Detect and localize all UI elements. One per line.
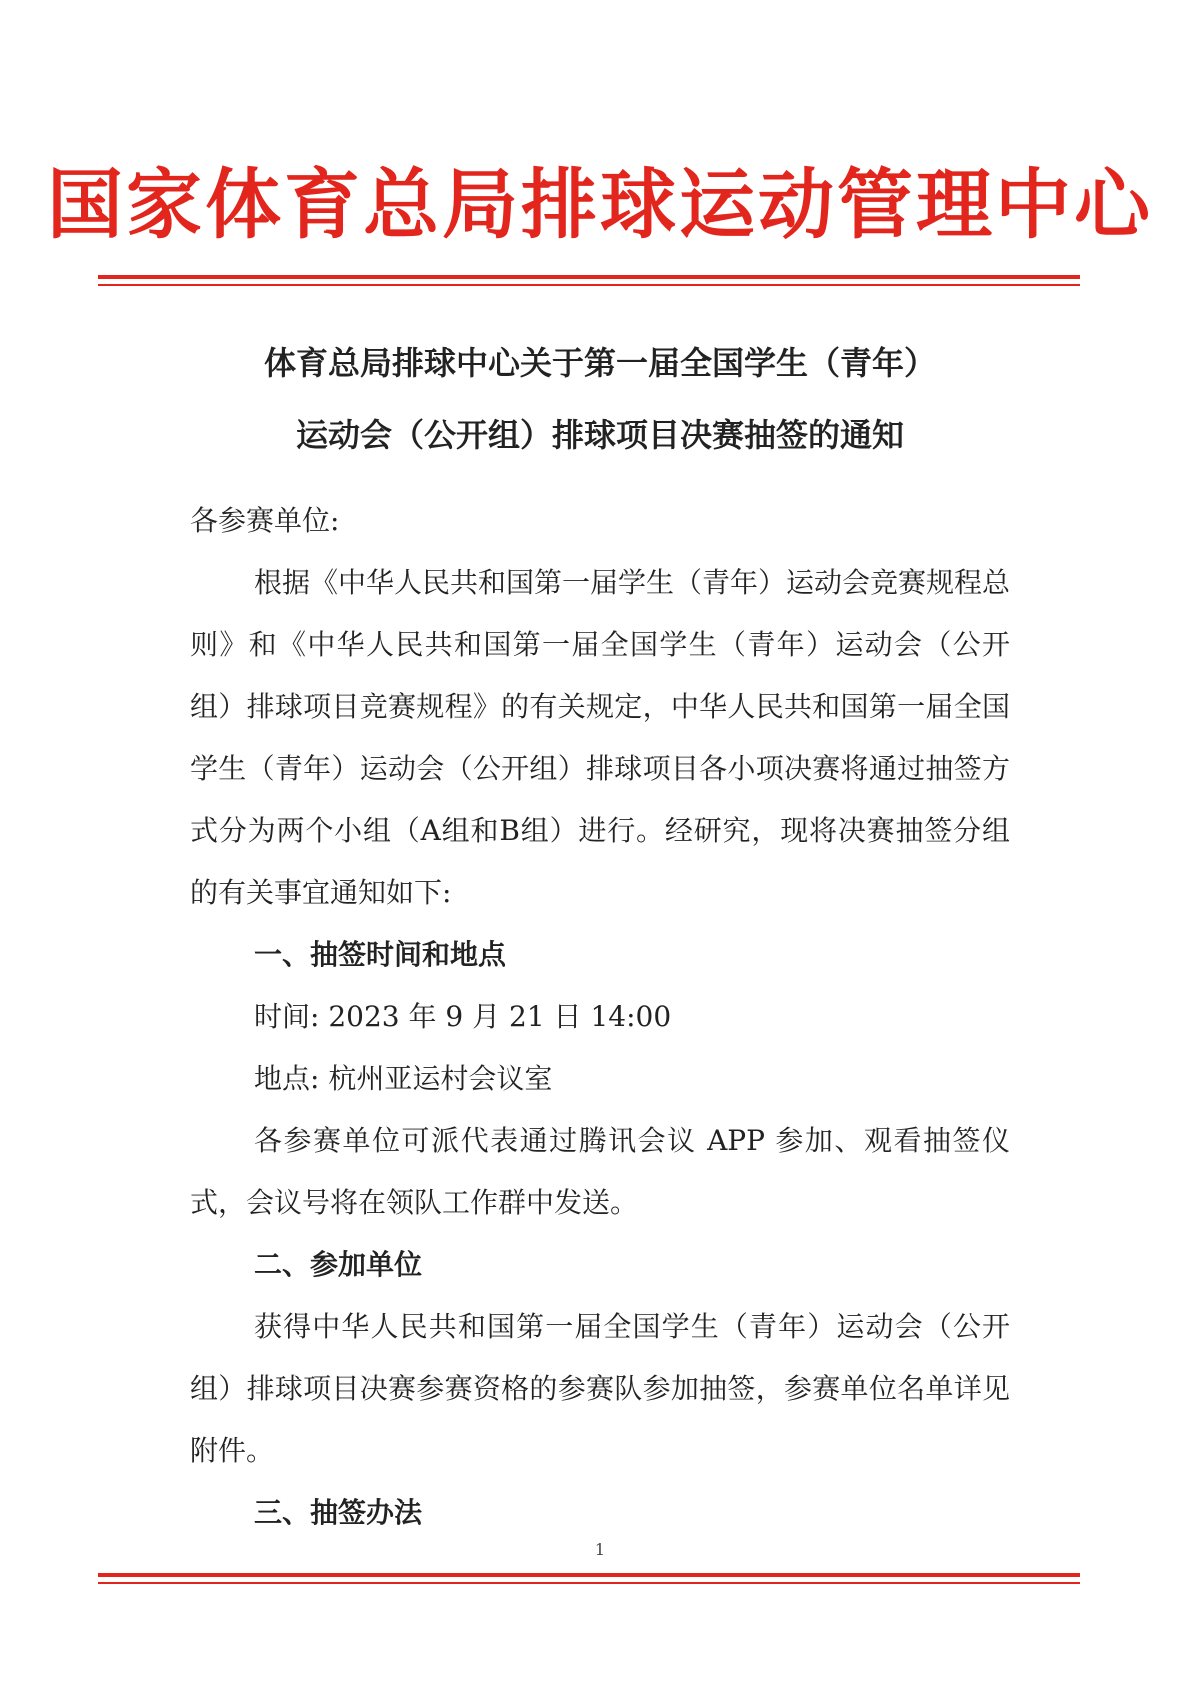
section-heading-draw-method: 三、抽签办法: [254, 1496, 423, 1529]
document-body: [190, 490, 1010, 1544]
draw-place: 地点: 杭州亚运村会议室: [254, 1062, 553, 1095]
section-heading-participants: 二、参加单位: [254, 1248, 423, 1281]
meeting-note: 各参赛单位可派代表通过腾讯会议 APP 参加、观看抽签仪式，会议号将在领队工作群中发送。: [190, 1124, 1010, 1219]
section-heading-time-place: 一、抽签时间和地点: [254, 938, 507, 971]
document-title-line-2: 运动会（公开组）排球项目决赛抽签的通知: [295, 416, 904, 454]
header-divider-thin: [98, 284, 1080, 286]
organization-masthead: 国家体育总局排球运动管理中心: [47, 160, 1153, 249]
salutation: 各参赛单位:: [190, 504, 340, 537]
draw-time: 时间: 2023 年 9 月 21 日 14:00: [254, 1000, 672, 1033]
footer-divider-thin: [98, 1582, 1080, 1584]
page-number: 1: [594, 1540, 606, 1559]
document-title-line-1: 体育总局排球中心关于第一届全国学生（青年）: [263, 344, 936, 382]
header-divider-thick: [98, 275, 1080, 279]
footer-divider-thick: [98, 1573, 1080, 1577]
intro-paragraph: 根据《中华人民共和国第一届学生（青年）运动会竞赛规程总则》和《中华人民共和国第一届全国学生（青年）运动会（公开组）排球项目竞赛规程》的有关规定，中华人民共和国第一届全国学生（青年）运动会（公开组）排球项目各小项决赛将通过抽签方式分为两个小组（A组和B组）进行。经研究，现将决赛抽签分组的有关事宜通知如下:: [190, 566, 1011, 909]
participants-paragraph: 获得中华人民共和国第一届全国学生（青年）运动会（公开组）排球项目决赛参赛资格的参赛队参加抽签，参赛单位名单详见附件。: [190, 1310, 1010, 1467]
